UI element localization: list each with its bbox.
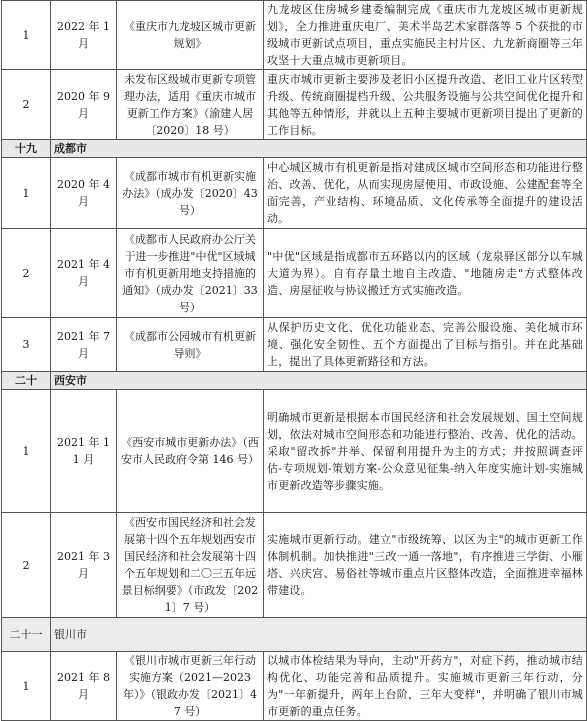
document-name-cell: 《西安市国民经济和社会发展第十四个五年规划西安市国民经济和社会发展第十四个五年规划和二〇三五年远景目标纲要》（市政发〔2021〕7 号）	[117, 513, 264, 618]
row-index-cell: 1	[2, 158, 51, 229]
date-cell: 2021 年 7 月	[51, 318, 117, 372]
table-row	[2, 1, 587, 70]
date-cell: 2022 年 1 月	[51, 1, 117, 70]
policy-table-body	[2, 1, 587, 721]
description-cell: 实施城市更新行动。建立"市级统筹、以区为主"的城市更新工作体制机制。加快推进"三改一通一落地"，有序推进三学街、小雁塔、兴庆宫、易俗社等城市重点片区整体改造，全面推进幸福林带建设。	[264, 513, 587, 618]
description-cell: 从保护历史文化、优化功能业态、完善公服设施、美化城市环境、强化安全韧性、五个方面提出了目标与指引。并在此基础上，提出了具体更新路径和方法。	[264, 318, 587, 372]
row-index-cell: 2	[2, 70, 51, 140]
section-number: 二十	[2, 372, 51, 390]
row-index-cell: 1	[2, 390, 51, 513]
policy-table-document	[1, 0, 587, 721]
document-name-cell: 《成都市人民政府办公厅关于进一步推进"中优"区域城市有机更新用地支持措施的通知》（成办发〔2021〕33 号）	[117, 229, 264, 318]
section-city-name: 西安市	[51, 372, 587, 390]
document-name-cell: 《重庆市九龙坡区城市更新规划》	[117, 1, 264, 70]
date-cell: 2020 年 9 月	[51, 70, 117, 140]
date-cell: 2021 年 8 月	[51, 652, 117, 721]
date-cell: 2020 年 4 月	[51, 158, 117, 229]
section-number: 二十一	[2, 618, 51, 652]
section-city-name: 银川市	[51, 618, 587, 652]
row-index-cell: 1	[2, 1, 51, 70]
table-row	[2, 513, 587, 618]
date-cell: 2021 年 4 月	[51, 229, 117, 318]
city-section-header	[2, 372, 587, 390]
table-row	[2, 318, 587, 372]
table-row	[2, 70, 587, 140]
description-cell: 九龙坡区住房城乡建委编制完成《重庆市九龙坡区城市更新规划》，全力推进重庆电厂、美术半岛艺术家群落等 5 个获批的市级城市更新试点项目，重点实施民主村片区、九龙新商圈等三年攻坚十大重点城市更新项目。	[264, 1, 587, 70]
city-section-header	[2, 618, 587, 652]
city-section-header	[2, 140, 587, 158]
document-name-cell: 《银川市城市更新三年行动实施方案（2021—2023 年）》（银政办发〔2021〕47 号）	[117, 652, 264, 721]
table-row	[2, 229, 587, 318]
date-cell: 2021 年 3 月	[51, 513, 117, 618]
table-row	[2, 158, 587, 229]
section-number: 十九	[2, 140, 51, 158]
document-name-cell: 《西安市城市更新办法》（西安市人民政府令第 146 号）	[117, 390, 264, 513]
row-index-cell: 2	[2, 229, 51, 318]
row-index-cell: 1	[2, 652, 51, 721]
section-city-name: 成都市	[51, 140, 587, 158]
document-name-cell: 未发布区级城市更新专项管理办法，适用《重庆市城市更新工作方案》（渝建人居〔2020〕18 号）	[117, 70, 264, 140]
row-index-cell: 3	[2, 318, 51, 372]
table-row	[2, 652, 587, 721]
description-cell: 重庆市城市更新主要涉及老旧小区提升改造、老旧工业片区转型升级、传统商圈提档升级、公共服务设施与公共空间优化提升和其他等五种情形，并就以上五种主要城市更新项目提出了更新的工作目标。	[264, 70, 587, 140]
description-cell: 明确城市更新是根据本市国民经济和社会发展规划、国土空间规划，依法对城市空间形态和功能进行整治、改善、优化的活动。采取"留改拆"并举、保留利用提升为主的方式；并按照调查评估-专项规划-策划方案-公众意见征集-纳入年度实施计划-实施城市更新改造等步骤实施。	[264, 390, 587, 513]
description-cell: 中心城区城市有机更新是指对建成区城市空间形态和功能进行整治、改善、优化，从而实现房屋使用、市政设施、公建配套等全面完善，产业结构、环境品质、文化传承等全面提升的建设活动。	[264, 158, 587, 229]
document-name-cell: 《成都市城市有机更新实施办法》（成办发〔2020〕43 号）	[117, 158, 264, 229]
row-index-cell: 2	[2, 513, 51, 618]
description-cell: 以城市体检结果为导向，主动"开药方"，对症下药，推动城市结构优化、功能完善和品质提升。实施城市更新三年行动，分为"一年新提升，两年上台阶，三年大变样"，并明确了银川市城市更新的重点任务。	[264, 652, 587, 721]
policy-table	[1, 0, 587, 721]
table-row	[2, 390, 587, 513]
document-name-cell: 《成都市公园城市有机更新导则》	[117, 318, 264, 372]
date-cell: 2021 年 11 月	[51, 390, 117, 513]
description-cell: "中优"区域是指成都市五环路以内的区域（龙泉驿区部分以车城大道为界）。自有存量土地自主改造、"地随房走"方式整体改造、房屋征收与协议搬迁方式实施改造。	[264, 229, 587, 318]
